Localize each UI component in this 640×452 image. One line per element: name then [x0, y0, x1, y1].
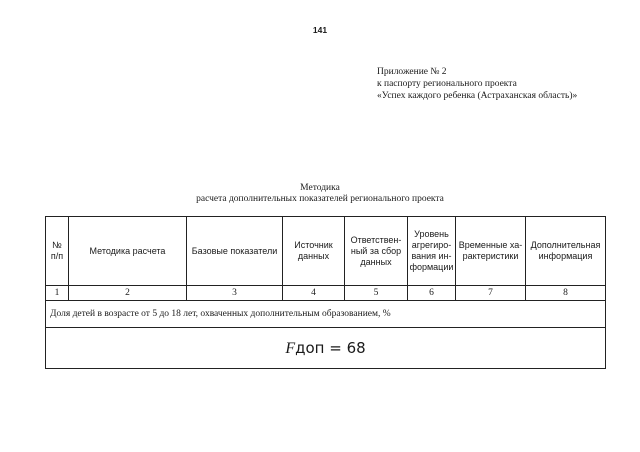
formula-row — [46, 328, 606, 369]
header-cell: Ответствен- ный за сбор данных — [345, 217, 408, 286]
column-number: 5 — [345, 286, 408, 301]
column-number: 7 — [456, 286, 526, 301]
table-header-row — [46, 217, 606, 286]
appendix-line-1: Приложение № 2 — [377, 67, 447, 77]
header-cell: Дополнительная информация — [526, 217, 606, 286]
title-line-2: расчета дополнительных показателей регионального проекта — [196, 194, 444, 204]
header-cell: Временные ха- рактеристики — [456, 217, 526, 286]
header-cell: Источник данных — [283, 217, 345, 286]
appendix-note — [377, 66, 577, 102]
column-number: 8 — [526, 286, 606, 301]
appendix-line-3: «Успех каждого ребенка (Астраханская область)» — [377, 91, 578, 101]
header-cell: Уровень агрегиро- вания ин- формации — [408, 217, 456, 286]
header-cell: Базовые показатели — [187, 217, 283, 286]
formula-expression: доп = 68 — [295, 338, 366, 357]
column-number-row — [46, 286, 606, 301]
appendix-line-2: к паспорту регионального проекта — [377, 79, 517, 89]
indicator-name: Доля детей в возрасте от 5 до 18 лет, охваченных дополнительным образованием, % — [46, 301, 606, 328]
formula — [46, 328, 606, 369]
column-number: 4 — [283, 286, 345, 301]
header-cell: Методика расчета — [69, 217, 187, 286]
column-number: 6 — [408, 286, 456, 301]
page-number: 141 — [312, 25, 328, 35]
methodology-table — [45, 216, 606, 369]
column-number: 2 — [69, 286, 187, 301]
column-number: 3 — [187, 286, 283, 301]
document-title — [0, 183, 640, 205]
header-cell: № п/п — [46, 217, 69, 286]
column-number: 1 — [46, 286, 69, 301]
formula-variable: F — [285, 339, 296, 357]
indicator-row — [46, 301, 606, 328]
title-line-1: Методика — [300, 183, 340, 193]
